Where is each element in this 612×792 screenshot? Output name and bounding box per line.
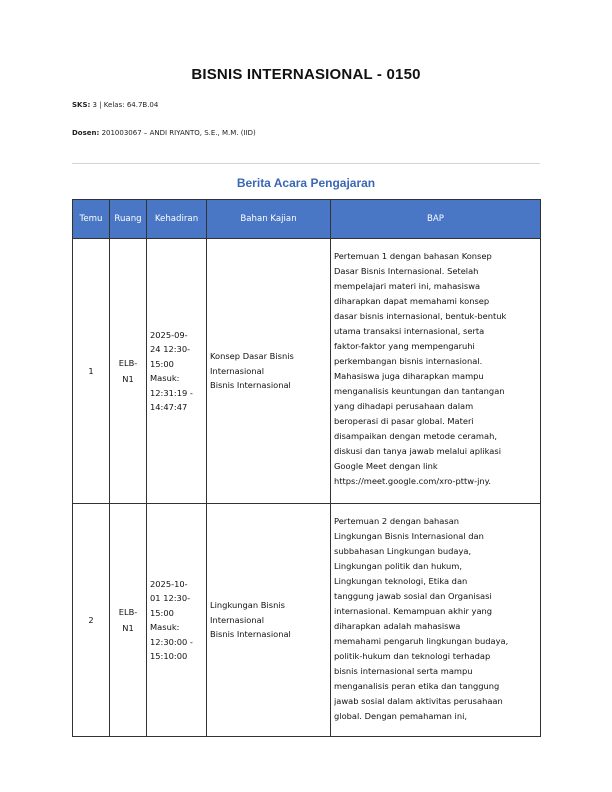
bap-line: bisnis internasional serta mampu: [334, 666, 473, 676]
bap-line: Lingkungan politik dan hukum,: [334, 561, 463, 571]
header-ruang: Ruang: [110, 200, 147, 239]
bahan-line: Lingkungan Bisnis: [210, 600, 285, 611]
header-kehadiran: Kehadiran: [147, 200, 207, 239]
bap-line: jawab sosial dalam aktivitas perusahaan: [334, 696, 503, 706]
bahan-line: Konsep Dasar Bisnis: [210, 351, 294, 362]
header-bap: BAP: [331, 200, 541, 239]
kehadiran-line: 15:00: [150, 358, 174, 369]
bap-line: menganalisis peran etika dan tanggung: [334, 681, 500, 691]
dosen-value: 201003067 – ANDI RIYANTO, S.E., M.M. (IID): [101, 129, 256, 137]
ruang-line: N1: [122, 623, 134, 633]
bap-line: menganalisis keuntungan dan tantangan: [334, 386, 505, 396]
cell-bap: [331, 504, 541, 737]
ruang-line: ELB-: [118, 358, 138, 368]
header-temu: Temu: [73, 200, 110, 239]
bap-line: Lingkungan teknologi, Etika dan: [334, 576, 468, 586]
bahan-line: Bisnis Internasional: [210, 380, 291, 391]
sks-value: 3 | Kelas: 64.7B.04: [92, 101, 159, 109]
kehadiran-line: 15:10:00: [150, 651, 188, 661]
bap-line: memahami pengaruh lingkungan budaya,: [334, 636, 509, 646]
bap-line: diharapkan dapat memahami konsep: [334, 296, 490, 306]
bap-line: yang dihadapi perusahaan dalam: [334, 401, 474, 411]
bahan-line: Internasional: [210, 365, 265, 376]
sks-label: SKS:: [72, 101, 91, 109]
bap-line: politik-hukum dan teknologi terhadap: [334, 651, 491, 661]
bap-line: disampaikan dengan metode ceramah,: [334, 431, 497, 441]
bahan-line: Bisnis Internasional: [210, 629, 291, 640]
cell-ruang: [110, 239, 147, 504]
lecturer-meta: [72, 129, 256, 137]
bap-line: Pertemuan 2 dengan bahasan: [334, 516, 460, 526]
bap-line: mempelajari materi ini, mahasiswa: [334, 281, 481, 291]
bap-table: [72, 199, 541, 737]
bap-line: utama transaksi internasional, serta: [334, 326, 485, 336]
kehadiran-line: 12:30:00 -: [150, 636, 193, 647]
bap-line: dasar bisnis internasional, bentuk-bentuk: [334, 311, 507, 321]
page-title: BISNIS INTERNASIONAL - 0150: [191, 66, 421, 83]
bap-line: Lingkungan Bisnis Internasional dan: [334, 531, 484, 541]
divider: [72, 163, 540, 164]
cell-kehadiran: [147, 239, 207, 504]
table-row: [73, 239, 541, 504]
dosen-label: Dosen:: [72, 129, 100, 137]
kehadiran-line: 15:00: [150, 607, 174, 618]
bap-line: Google Meet dengan link: [334, 461, 438, 471]
section-title: Berita Acara Pengajaran: [236, 176, 376, 190]
ruang-line: N1: [122, 374, 134, 384]
table-header-row: [73, 200, 541, 239]
bap-line: Dasar Bisnis Internasional. Setelah: [334, 266, 479, 276]
bap-line: perkembangan bisnis internasional.: [334, 356, 483, 366]
bap-text: [334, 514, 538, 721]
cell-bahan-kajian: [207, 504, 331, 737]
kehadiran-line: 2025-09-: [150, 329, 188, 340]
cell-kehadiran: [147, 504, 207, 737]
bap-line: internasional. Kemampuan akhir yang: [334, 606, 493, 616]
cell-bap: [331, 239, 541, 504]
bap-line: faktor-faktor yang mempengaruhi: [334, 341, 475, 351]
kehadiran-line: Masuk:: [150, 373, 180, 383]
bap-line: beroperasi di pasar global. Materi: [334, 416, 474, 426]
kehadiran-line: 12:31:19 -: [150, 387, 193, 398]
header-bahan-kajian: Bahan Kajian: [207, 200, 331, 239]
kehadiran-line: 2025-10-: [150, 578, 188, 589]
cell-ruang: [110, 504, 147, 737]
kehadiran-line: 14:47:47: [150, 402, 188, 412]
kehadiran-line: Masuk:: [150, 622, 180, 632]
bap-line: Pertemuan 1 dengan bahasan Konsep: [334, 251, 492, 261]
bap-line: https://meet.google.com/xro-pttw-jny.: [334, 476, 492, 486]
bap-line: diharapkan adalah mahasiswa: [334, 621, 461, 631]
ruang-line: ELB-: [118, 607, 138, 617]
cell-bahan-kajian: [207, 239, 331, 504]
bap-line: subbahasan Lingkungan budaya,: [334, 546, 472, 556]
kehadiran-line: 01 12:30-: [150, 593, 191, 603]
course-meta: [72, 101, 158, 109]
table-row: [73, 504, 541, 737]
bap-line: tanggung jawab sosial dan Organisasi: [334, 591, 492, 601]
cell-temu: 2: [73, 504, 110, 737]
bahan-line: Internasional: [210, 614, 265, 625]
kehadiran-line: 24 12:30-: [150, 344, 191, 354]
bap-line: Mahasiswa juga diharapkan mampu: [334, 371, 484, 381]
cell-temu: 1: [73, 239, 110, 504]
bap-line: diskusi dan tanya jawab melalui aplikasi: [334, 446, 502, 456]
bap-line: global. Dengan pemahaman ini,: [334, 711, 468, 721]
